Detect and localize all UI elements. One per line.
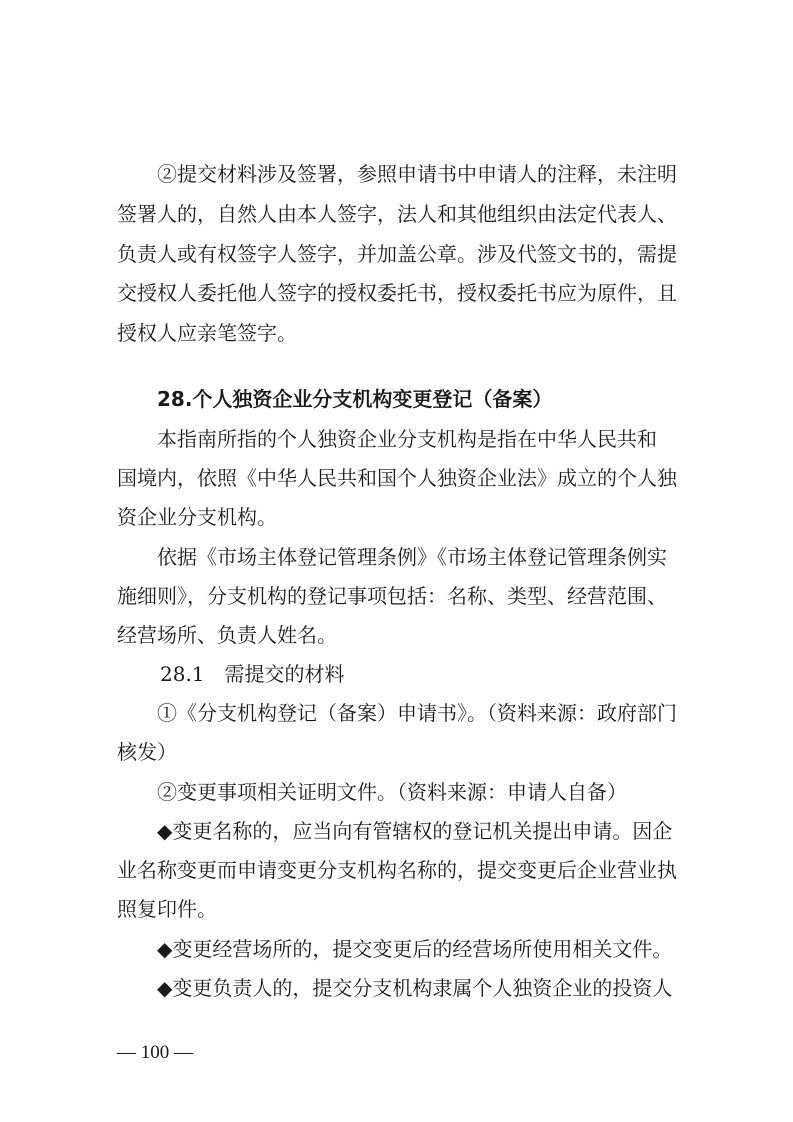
paragraph-line: 负责人或有权签字人签字，并加盖公章。涉及代签文书的，需提 (117, 242, 677, 266)
paragraph-line: 经营场所、负责人姓名。 (117, 623, 337, 647)
paragraph-line: 本指南所指的个人独资企业分支机构是指在中华人民共和 (157, 427, 657, 451)
paragraph-line: 资企业分支机构。 (117, 505, 277, 529)
paragraph-line: 依据《市场主体登记管理条例》《市场主体登记管理条例实 (157, 545, 667, 569)
subsection-heading: 28.1 需提交的材料 (160, 662, 345, 686)
paragraph-line: 签署人的，自然人由本人签字，法人和其他组织由法定代表人、 (117, 202, 677, 226)
paragraph-line: 施细则》，分支机构的登记事项包括：名称、类型、经营范围、 (117, 584, 667, 608)
paragraph-line: 授权人应亲笔签字。 (117, 321, 297, 345)
paragraph-line: 交授权人委托他人签字的授权委托书，授权委托书应为原件，且 (117, 281, 677, 305)
paragraph-line: 核发） (117, 740, 177, 764)
page-number: — 100 — (117, 1042, 193, 1063)
paragraph-line: ①《分支机构登记（备案）申请书》。（资料来源：政府部门 (157, 701, 677, 725)
section-heading: 28.个人独资企业分支机构变更登记（备案） (157, 387, 553, 411)
paragraph-line: ②提交材料涉及签署，参照申请书中申请人的注释，未注明 (157, 162, 677, 186)
paragraph-line: 照复印件。 (117, 897, 217, 921)
paragraph-line: ◆变更名称的，应当向有管辖权的登记机关提出申请。因企 (157, 819, 673, 843)
paragraph-line: 业名称变更而申请变更分支机构名称的，提交变更后企业营业执 (117, 858, 677, 882)
paragraph-line: ②变更事项相关证明文件。（资料来源：申请人自备） (157, 780, 627, 804)
paragraph-line: ◆变更经营场所的，提交变更后的经营场所使用相关文件。 (157, 937, 673, 961)
paragraph-line: ◆变更负责人的，提交分支机构隶属个人独资企业的投资人 (157, 976, 673, 1000)
paragraph-line: 国境内，依照《中华人民共和国个人独资企业法》成立的个人独 (117, 466, 677, 490)
